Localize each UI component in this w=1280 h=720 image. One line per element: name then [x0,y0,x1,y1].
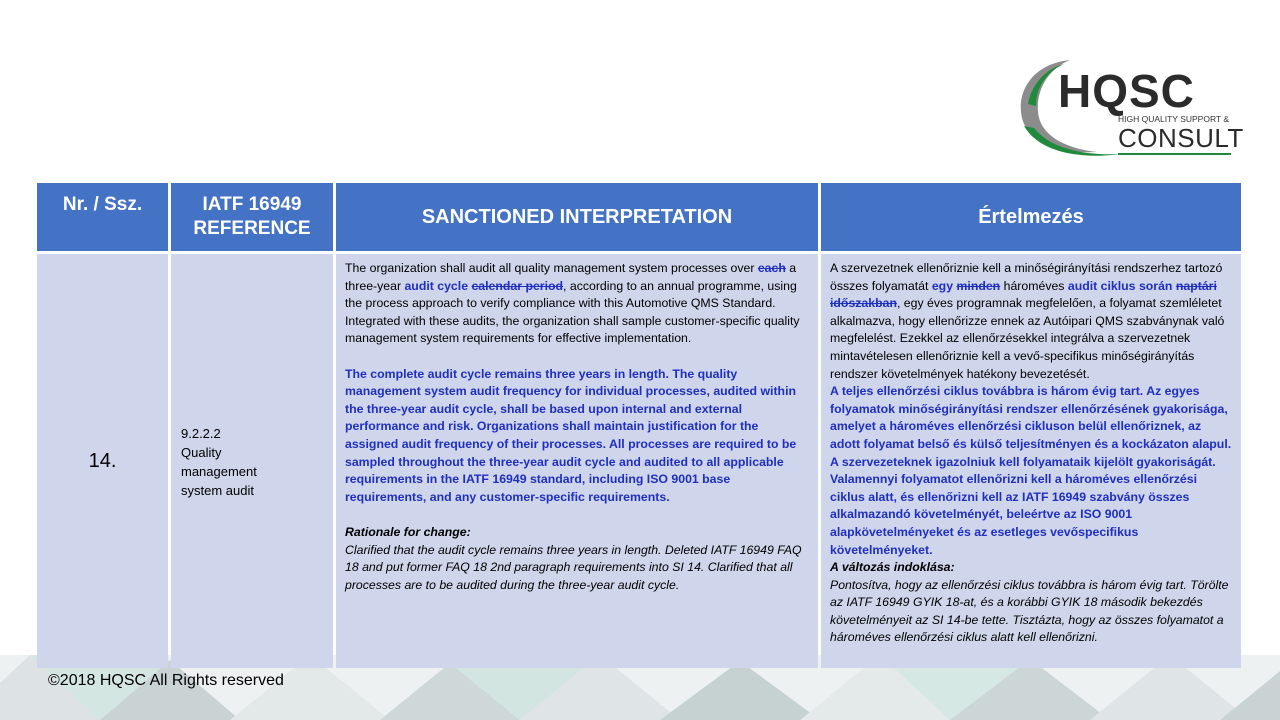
header-number-label: Nr. / Ssz. [62,194,143,215]
row-number-cell [37,254,168,668]
logo-consult: CONSULT [1118,123,1244,153]
row-number: 14. [88,449,117,472]
hqsc-logo [1012,52,1244,162]
en-rationale-label: Rationale for change: [345,524,471,539]
header-sanctioned-label: SANCTIONED INTERPRETATION [421,205,733,228]
en-paragraph-1: The organization shall audit all quality management system processes over each a three-year audit cycle calendar period, according to an annual programme, using the process approach to verify compliance with this Automotive QMS Standard. Integrated with these audits, the organization shall sample customer-specific quality management system requirements for effective implementation. [345,261,800,346]
logo-tagline: HIGH QUALITY SUPPORT & [1118,114,1230,124]
header-number [37,183,168,251]
ertelmezes-cell [821,254,1241,668]
interpretation-table [37,183,1241,668]
en-deleted-calendar-period: calendar period [471,278,564,293]
logo-wordmark: HQSC [1058,65,1195,117]
hu-deleted-minden: minden [956,278,1001,293]
header-reference [171,183,333,251]
header-sanctioned-interpretation [336,183,818,251]
hu-paragraph-1: A szervezetnek ellenőriznie kell a minőségirányítási rendszerhez tartozó összes folyamatát egy minden hároméves audit ciklus során naptári időszakban, egy éves programnak megfelelően, a folyamat szemléletet alkalmazva, hogy ellenőrizze ennek az Autóipari QMS szabványnak való megfelelést. Ezekkel az ellenőrzésekkel integrálva a szervezetnek mintavételesen ellenőriznie kell a vevő-specifikus minőségirányítás rendszer követelmények hatékony bevezetését. [830,261,1225,381]
reference-line: 9.2.2.2 [181,426,221,441]
reference-cell [171,254,333,668]
hu-inserted-egy: egy [931,278,954,293]
en-paragraph-2: The complete audit cycle remains three years in length. The quality management system audit frequency for individual processes, audited within the three-year audit cycle, shall be based upon internal and external performance and risk. Organizations shall maintain justification for the assigned audit frequency of their processes. All processes are required to be sampled throughout the three-year audit cycle and audited to all applicable requirements in the IATF 16949 standard, including ISO 9001 base requirements, and any customer-specific requirements. [345,366,797,504]
hu-rationale-text: Pontosítva, hogy az ellenőrzési ciklus továbbra is három évig tart. Törölte az IATF 16949 GYIK 18-at, és a korábbi GYIK 18 második bekezdés követelményeit az SI 14-be tette. Tisztázta, hogy az összes folyamatot a hároméves ellenőrzési ciklus alatt kell ellenőrizni. [830,577,1229,645]
reference-line: system audit [181,483,254,498]
reference-line: Quality [181,445,222,460]
en-deleted-each: each [757,261,786,275]
reference-line: management [181,464,257,479]
hu-inserted-audit-ciklus: audit ciklus során [1067,278,1173,293]
en-rationale-text: Clarified that the audit cycle remains three years in length. Deleted IATF 16949 FAQ 18 and put former FAQ 18 2nd paragraph requirements into SI 14. Clarified that all processes are to be audited during the three-year audit cycle. [345,542,802,592]
header-reference-line1: IATF 16949 [202,194,302,215]
header-ertelmezes-label: Értelmezés [978,205,1084,228]
copyright-footer: ©2018 HQSC All Rights reserved [48,672,284,689]
en-inserted-audit-cycle: audit cycle [404,278,469,293]
hu-rationale-label: A változás indoklása: [830,560,955,575]
hu-deleted-naptari-idoszakban: naptári időszakban [830,278,1217,311]
hu-paragraph-2: A teljes ellenőrzési ciklus továbbra is három évig tart. Az egyes folyamatok minőségirányítási rendszer ellenőrzésének gyakorisága, amelyet a hároméves ellenőrzési cikluson belül ellenőriznek, az adott folyamat belső és külső teljesítményen és a kockázaton alapul. A szervezeteknek igazolniuk kell folyamataik kijelölt gyakoriságát. Valamennyi folyamatot ellenőrizni kell a hároméves ellenőrzési ciklus alatt, és ellenőrizni kell az IATF 16949 szabvány összes alkalmazandó követelményét, beleértve az ISO 9001 alapkövetelményeket és az esetleges vevőspecifikus követelményeket. [830,384,1232,557]
header-reference-line2: REFERENCE [193,218,311,239]
header-ertelmezes [821,183,1241,251]
logo-underline [1118,153,1231,155]
sanctioned-interpretation-cell [336,254,818,668]
